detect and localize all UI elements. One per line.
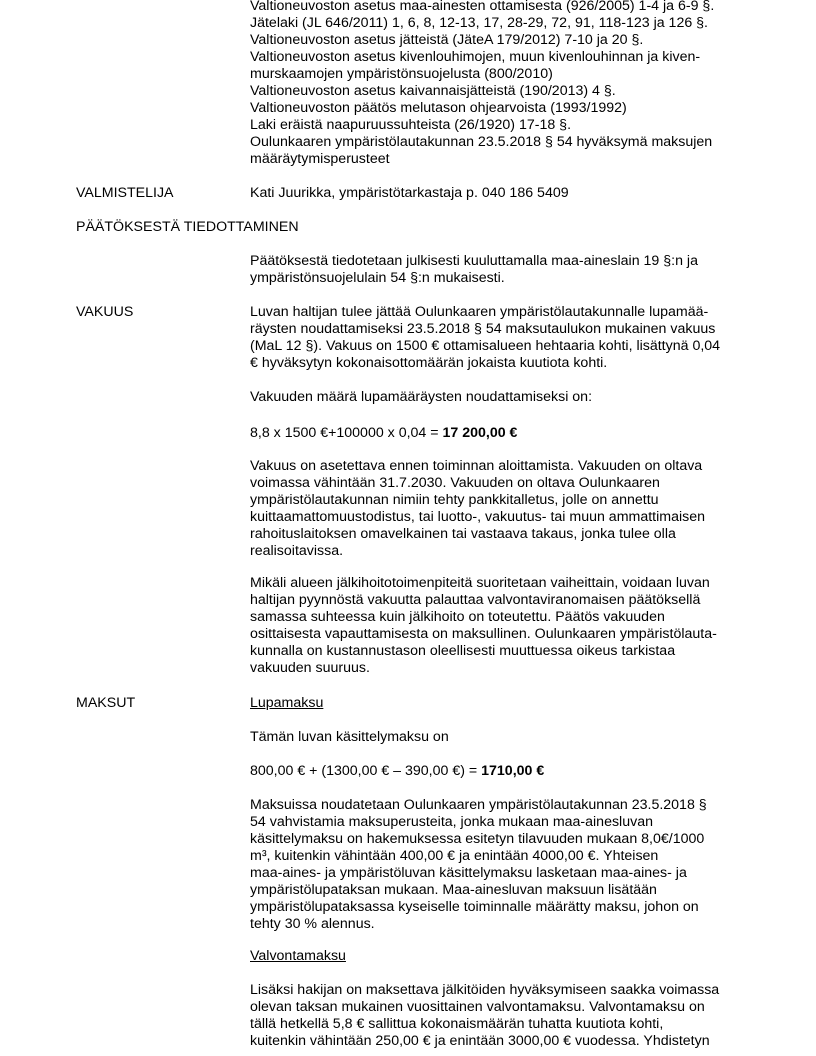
- paragraph-line: kuitenkin vähintään 250,00 € ja enintään 3000,00 € vuodessa. Yhdistetyn: [250, 1033, 710, 1049]
- paragraph-line: ympäristölupataksan mukaan. Maa-ainesluvan maksuun lisätään: [250, 882, 657, 898]
- paragraph-line: ympäristölupataksassa kyseiselle toiminnalle määrätty maksu, johon on: [250, 899, 699, 915]
- lupamaksu-subheading: [250, 695, 738, 712]
- paragraph-line: samassa suhteessa kuin jälkihoito on toteutettu. Päätös vakuuden: [250, 609, 665, 625]
- tiedottaminen-paragraph: [250, 253, 738, 287]
- paragraph-line: Lisäksi hakijan on maksettava jälkitöiden hyväksymiseen saakka voimassa: [250, 982, 720, 998]
- paragraph-line: ympäristölautakunnan nimiin tehty pankkitalletus, jolle on annettu: [250, 492, 659, 508]
- formula-text: 800,00 € + (1300,00 € – 390,00 €) =: [250, 763, 482, 779]
- paragraph-line: realisoitavissa.: [250, 543, 344, 559]
- paragraph-line: Vakuus on asetettava ennen toiminnan aloittamista. Vakuuden on oltava: [250, 458, 703, 474]
- vakuus-paragraph-1: [250, 304, 738, 372]
- valmistelija-label: VALMISTELIJA: [76, 185, 174, 201]
- paragraph-line: Luvan haltijan tulee jättää Oulunkaaren ympäristölautakunnalle lupamää-: [250, 304, 709, 320]
- legislation-list: [250, 0, 738, 168]
- paragraph-line: Mikäli alueen jälkihoitotoimenpiteitä suoritetaan vaiheittain, voidaan luvan: [250, 575, 710, 591]
- paragraph-line: käsittelymaksu on hakemuksessa esitetyn tilavuuden mukaan 8,0€/1000: [250, 831, 705, 847]
- paragraph-line: (MaL 12 §). Vakuus on 1500 € ottamisalueen hehtaaria kohti, lisättynä 0,04: [250, 338, 721, 354]
- paragraph-line: m³, kuitenkin vähintään 400,00 € ja enintään 4000,00 €. Yhteisen: [250, 848, 659, 864]
- formula-result: 1710,00 €: [481, 763, 545, 779]
- subheading-text: Lupamaksu: [250, 695, 324, 711]
- paragraph-line: vakuuden suuruus.: [250, 660, 370, 676]
- legislation-line: Jätelaki (JL 646/2011) 1, 6, 8, 12-13, 17, 28-29, 72, 91, 118-123 ja 126 §.: [250, 15, 708, 31]
- vakuus-paragraph-4: [250, 575, 738, 677]
- vakuus-paragraph-2: Vakuuden määrä lupamääräysten noudattamiseksi on:: [250, 389, 593, 405]
- valmistelija-text: Kati Juurikka, ympäristötarkastaja p. 040 186 5409: [250, 185, 569, 201]
- vakuus-paragraph-3: [250, 458, 738, 560]
- valvontamaksu-subheading: [250, 948, 738, 965]
- legislation-line: murskaamojen ympäristönsuojelusta (800/2010): [250, 66, 553, 82]
- maksut-label: MAKSUT: [76, 695, 136, 711]
- paragraph-line: ympäristönsuojelulain 54 §:n mukaisesti.: [250, 270, 505, 286]
- formula-text: 8,8 x 1500 €+100000 x 0,04 =: [250, 425, 443, 441]
- paragraph-line: 54 vahvistamia maksuperusteita, jonka mukaan maa-ainesluvan: [250, 814, 653, 830]
- paragraph-line: haltijan pyynnöstä vakuutta palauttaa valvontaviranomaisen päätöksellä: [250, 592, 701, 608]
- maksut-paragraph-2: [250, 797, 738, 933]
- legislation-line: määräytymisperusteet: [250, 151, 390, 167]
- paragraph-line: olevan taksan mukainen vuosittainen valvontamaksu. Valvontamaksu on: [250, 999, 705, 1015]
- paragraph-line: osittaisesta vapauttamisesta on maksullinen. Oulunkaaren ympäristölauta-: [250, 626, 717, 642]
- tiedottaminen-heading: PÄÄTÖKSESTÄ TIEDOTTAMINEN: [76, 219, 299, 235]
- paragraph-line: kuittaamattomuustodistus, tai luotto-, vakuutus- tai muun ammattimaisen: [250, 509, 705, 525]
- maksut-paragraph-1: Tämän luvan käsittelymaksu on: [250, 729, 449, 745]
- paragraph-line: Maksuissa noudatetaan Oulunkaaren ympäristölautakunnan 23.5.2018 §: [250, 797, 707, 813]
- legislation-line: Valtioneuvoston asetus kivenlouhimojen, muun kivenlouhinnan ja kiven-: [250, 49, 701, 65]
- legislation-line: Valtioneuvoston asetus kaivannaisjätteistä (190/2013) 4 §.: [250, 83, 616, 99]
- paragraph-line: € hyväksytyn kokonaisottomäärän jokaista kuutiota kohti.: [250, 355, 608, 371]
- paragraph-line: voimassa vähintään 31.7.2030. Vakuuden on oltava Oulunkaaren: [250, 475, 660, 491]
- formula-result: 17 200,00 €: [442, 425, 518, 441]
- legislation-line: Valtioneuvoston asetus maa-ainesten ottamisesta (926/2005) 1-4 ja 6-9 §.: [250, 0, 715, 14]
- paragraph-line: Päätöksestä tiedotetaan julkisesti kuuluttamalla maa-aineslain 19 §:n ja: [250, 253, 698, 269]
- paragraph-line: räysten noudattamiseksi 23.5.2018 § 54 maksutaulukon mukainen vakuus: [250, 321, 716, 337]
- paragraph-line: tällä hetkellä 5,8 € sallittua kokonaismäärän tuhatta kuutiota kohti,: [250, 1016, 664, 1032]
- vakuus-formula: [250, 425, 738, 442]
- legislation-line: Valtioneuvoston asetus jätteistä (JäteA 179/2012) 7-10 ja 20 §.: [250, 32, 644, 48]
- maksut-formula: [250, 763, 738, 780]
- paragraph-line: tehty 30 % alennus.: [250, 916, 375, 932]
- subheading-text: Valvontamaksu: [250, 948, 346, 964]
- maksut-paragraph-3: [250, 982, 738, 1050]
- vakuus-label: VAKUUS: [76, 304, 134, 320]
- legislation-line: Oulunkaaren ympäristölautakunnan 23.5.2018 § 54 hyväksymä maksujen: [250, 134, 713, 150]
- paragraph-line: maa-aines- ja ympäristöluvan käsittelymaksu lasketaan maa-aines- ja: [250, 865, 687, 881]
- legislation-line: Laki eräistä naapuruussuhteista (26/1920) 17-18 §.: [250, 117, 572, 133]
- paragraph-line: kunnalla on kustannustason oleellisesti muuttuessa oikeus tarkistaa: [250, 643, 676, 659]
- legislation-line: Valtioneuvoston päätös melutason ohjearvoista (1993/1992): [250, 100, 627, 116]
- paragraph-line: rahoituslaitoksen omavelkainen tai vastaava takaus, jonka tulee olla: [250, 526, 676, 542]
